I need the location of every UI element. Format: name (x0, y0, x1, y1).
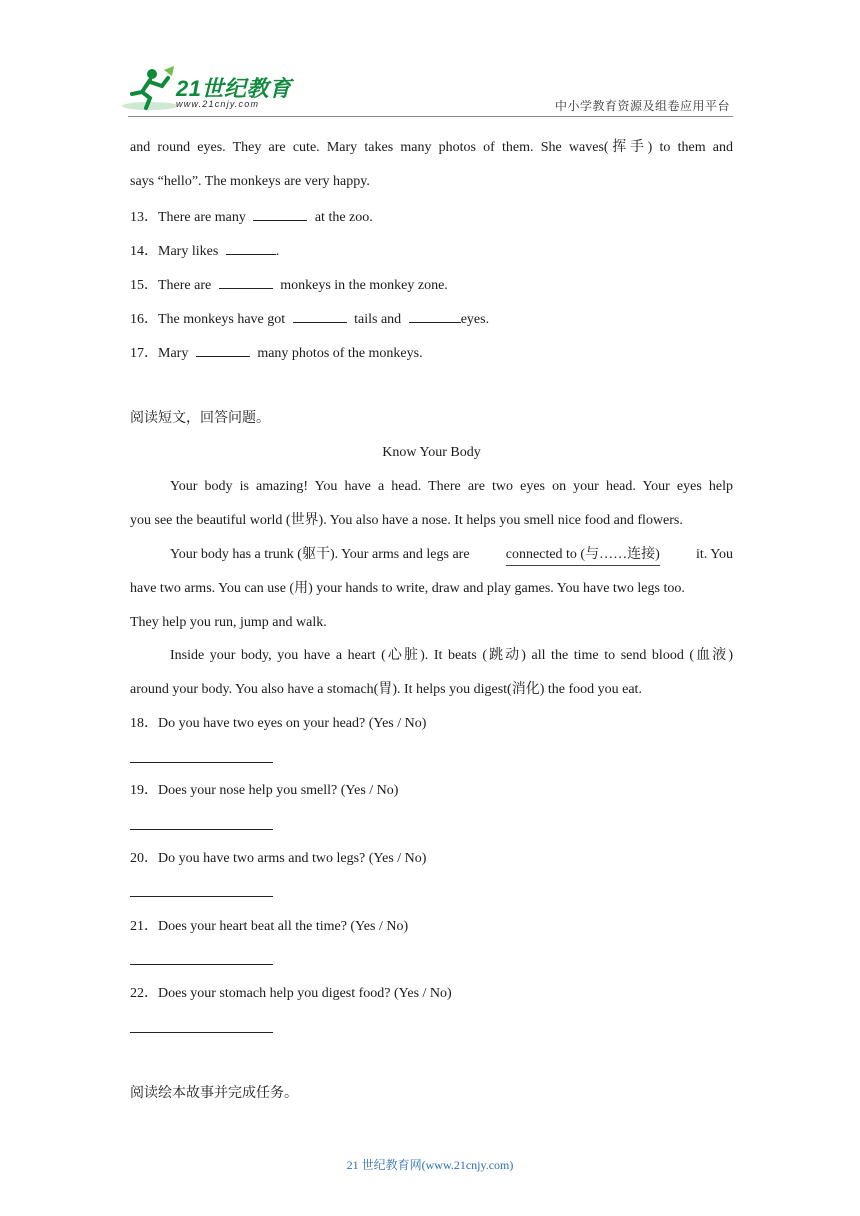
question-text: There are (158, 278, 212, 293)
section-instruction: 阅读绘本故事并完成任务。 (130, 1086, 298, 1101)
logo-wordmark: 21世纪教育 (176, 76, 292, 101)
question-number: 16． (130, 312, 158, 327)
answer-blank[interactable] (196, 342, 250, 357)
passage-line: have two arms. You can use (用) your hands to write, draw and play games. You have two legs too. (130, 581, 685, 596)
page-footer[interactable]: 21 世纪教育网(www.21cnjy.com) (346, 1158, 514, 1172)
question-number: 21． (130, 919, 158, 934)
question-text: monkeys in the monkey zone. (280, 278, 448, 293)
logo-url: www.21cnjy.com (176, 99, 260, 109)
question-number: 14． (130, 244, 158, 259)
question-text: Mary (158, 346, 189, 361)
question-text: The monkeys have got (158, 312, 286, 327)
passage-line (170, 545, 733, 566)
question-number: 18． (130, 716, 158, 731)
question-text: Do you have two arms and two legs? (Yes / No) (158, 851, 427, 866)
question-15 (130, 274, 448, 296)
answer-line[interactable] (130, 1032, 273, 1033)
question-text: at the zoo. (314, 210, 373, 225)
question-text: tails and (354, 312, 402, 327)
answer-line[interactable] (130, 896, 273, 897)
question-18 (130, 714, 426, 734)
passage-text: Your body has a trunk (躯干). Your arms and legs are (170, 547, 470, 562)
question-text: . (275, 244, 280, 259)
question-number: 20． (130, 851, 158, 866)
question-text: many photos of the monkeys. (257, 346, 423, 361)
passage-line: Inside your body, you have a heart (心脏). It beats (跳动) all the time to send blood (血液) (170, 648, 733, 663)
question-text: Mary likes (158, 244, 219, 259)
passage-line: says “hello”. The monkeys are very happy. (130, 174, 370, 189)
question-19 (130, 781, 398, 801)
question-text: Does your stomach help you digest food? (Yes / No) (158, 986, 452, 1001)
vocab-gloss: connected to (与……连接) (506, 545, 660, 566)
passage-line: Your body is amazing! You have a head. There are two eyes on your head. Your eyes help (170, 479, 733, 494)
question-number: 13． (130, 210, 158, 225)
answer-blank[interactable] (253, 206, 307, 221)
question-number: 15． (130, 278, 158, 293)
answer-blank[interactable] (226, 240, 276, 255)
answer-line[interactable] (130, 829, 273, 830)
question-20 (130, 849, 426, 869)
question-22 (130, 984, 452, 1004)
question-text: Does your heart beat all the time? (Yes / No) (158, 919, 409, 934)
answer-blank[interactable] (219, 274, 273, 289)
header-divider (128, 116, 733, 117)
question-text: eyes. (460, 312, 490, 327)
question-16 (130, 308, 489, 330)
answer-blank[interactable] (409, 308, 461, 323)
passage-title: Know Your Body (382, 445, 481, 460)
question-text: There are many (158, 210, 246, 225)
question-21 (130, 917, 408, 937)
answer-blank[interactable] (293, 308, 347, 323)
platform-title: 中小学教育资源及组卷应用平台 (554, 99, 730, 113)
question-14 (130, 240, 279, 262)
passage-line: you see the beautiful world (世界). You also have a nose. It helps you smell nice food and flowers. (130, 513, 683, 528)
answer-line[interactable] (130, 964, 273, 965)
passage-text: it. You (696, 547, 733, 562)
passage-line: and round eyes. They are cute. Mary takes many photos of them. She waves(挥手) to them and (130, 140, 733, 155)
question-13 (130, 206, 373, 228)
passage-line: They help you run, jump and walk. (130, 615, 327, 630)
question-number: 17． (130, 346, 158, 361)
section-instruction: 阅读短文，回答问题。 (130, 411, 270, 426)
passage-line: around your body. You also have a stomach(胃). It helps you digest(消化) the food you eat. (130, 682, 642, 697)
question-text: Does your nose help you smell? (Yes / No) (158, 783, 399, 798)
question-number: 19． (130, 783, 158, 798)
question-17 (130, 342, 423, 364)
question-text: Do you have two eyes on your head? (Yes / No) (158, 716, 427, 731)
runner-logo-icon (120, 64, 180, 116)
answer-line[interactable] (130, 762, 273, 763)
question-number: 22． (130, 986, 158, 1001)
